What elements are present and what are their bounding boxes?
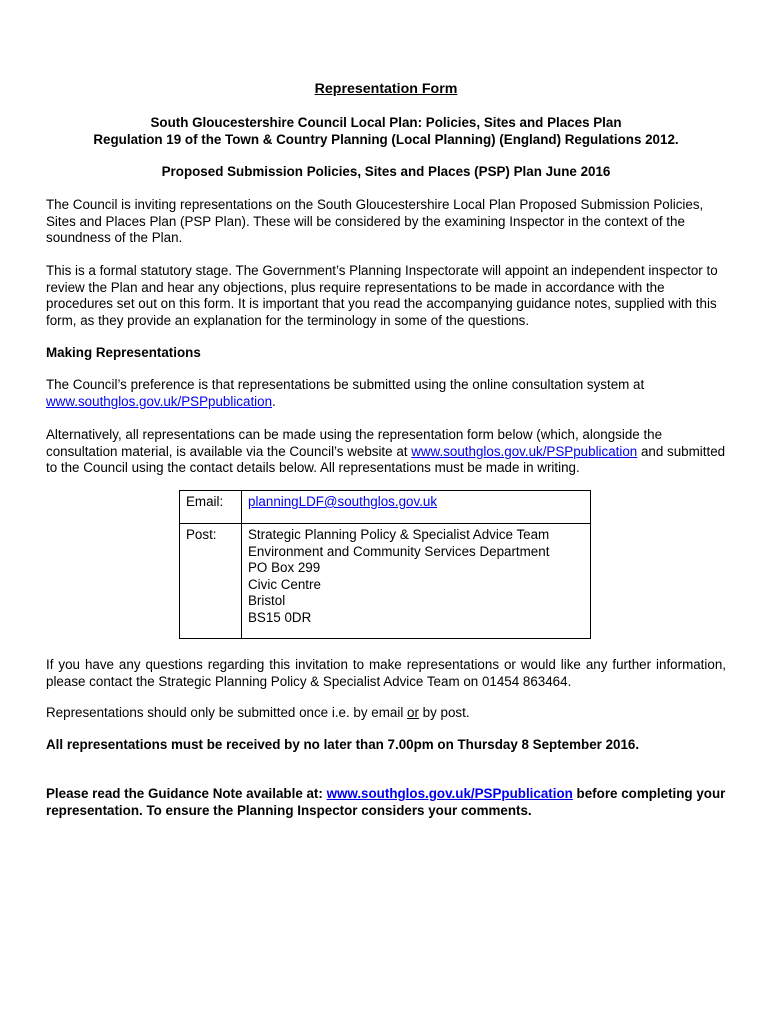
alternative-text: Alternatively, all representations can be made using the representation form below (which, alongside the consultation material, is available via the Council’s website at [46, 427, 663, 459]
subtitle-line-1: South Gloucestershire Council Local Plan: Policies, Sites and Places Plan [150, 115, 622, 130]
contact-table [179, 490, 591, 639]
address-line: Civic Centre [248, 576, 321, 592]
submit-once-paragraph [46, 705, 726, 722]
email-link[interactable]: planningLDF@southglos.gov.uk [248, 494, 438, 509]
making-representations-heading: Making Representations [46, 345, 201, 360]
address-line: BS15 0DR [248, 609, 312, 625]
or-emphasis: or [407, 705, 419, 720]
guidance-text: Please read the Guidance Note available at: [46, 786, 327, 801]
post-label: Post: [180, 524, 242, 639]
guidance-end: before completing your representation. To ensure the Planning Inspector considers your comments. [46, 786, 726, 818]
intro-paragraph: The Council is inviting representations on the South Gloucestershire Local Plan Proposed Submission Policies, Sites and Places Plan (PSP Plan). These will be considered by the examining Inspector in the context of the soundness of the Plan. [46, 197, 704, 246]
address-line: Environment and Community Services Department [248, 543, 550, 559]
psp-publication-link-2[interactable]: www.southglos.gov.uk/PSPpublication [411, 443, 638, 459]
post-row [180, 524, 591, 639]
address-line: PO Box 299 [248, 560, 321, 575]
address-line: Bristol [248, 593, 286, 608]
email-row [180, 491, 591, 524]
email-cell [242, 491, 591, 524]
address-line: Strategic Planning Policy & Specialist Advice Team [248, 527, 550, 542]
plan-edition: Proposed Submission Policies, Sites and Places (PSP) Plan June 2016 [161, 164, 611, 179]
statutory-paragraph: This is a formal statutory stage. The Government’s Planning Inspectorate will appoint an independent inspector to review the Plan and hear any objections, plus require representations to be made in accordance with the procedures set out on this form. It is important that you read the accompanying guidance notes, supplied with this form, as they provide an explanation for the terminology in some of the questions. [46, 263, 718, 328]
page-title: Representation Form [314, 81, 458, 97]
subtitle-line-2: Regulation 19 of the Town & Country Planning (Local Planning) (England) Regulations 2012. [93, 131, 679, 147]
guidance-notice [46, 786, 726, 819]
submit-once-end: by post. [418, 705, 470, 720]
questions-paragraph: If you have any questions regarding this invitation to make representations or would like any further information, please contact the Strategic Planning Policy & Specialist Advice Team on 01454 863464. [46, 657, 726, 689]
plan-subtitle [46, 115, 726, 148]
psp-publication-link[interactable]: www.southglos.gov.uk/PSPpublication [46, 393, 273, 409]
alternative-end: and submitted to the Council using the contact details below. All representations must be made in writing. [46, 443, 726, 476]
submit-once-text: Representations should only be submitted once i.e. by email [46, 705, 408, 720]
alternative-paragraph [46, 427, 726, 477]
email-label: Email: [180, 491, 242, 524]
preference-paragraph [46, 377, 726, 410]
post-address [242, 524, 591, 639]
deadline-notice: All representations must be received by no later than 7.00pm on Thursday 8 September 2016. [46, 737, 640, 752]
guidance-link[interactable]: www.southglos.gov.uk/PSPpublication [326, 786, 573, 801]
preference-end: . [272, 393, 276, 409]
preference-text: The Council’s preference is that representations be submitted using the online consultation system at [46, 377, 645, 392]
